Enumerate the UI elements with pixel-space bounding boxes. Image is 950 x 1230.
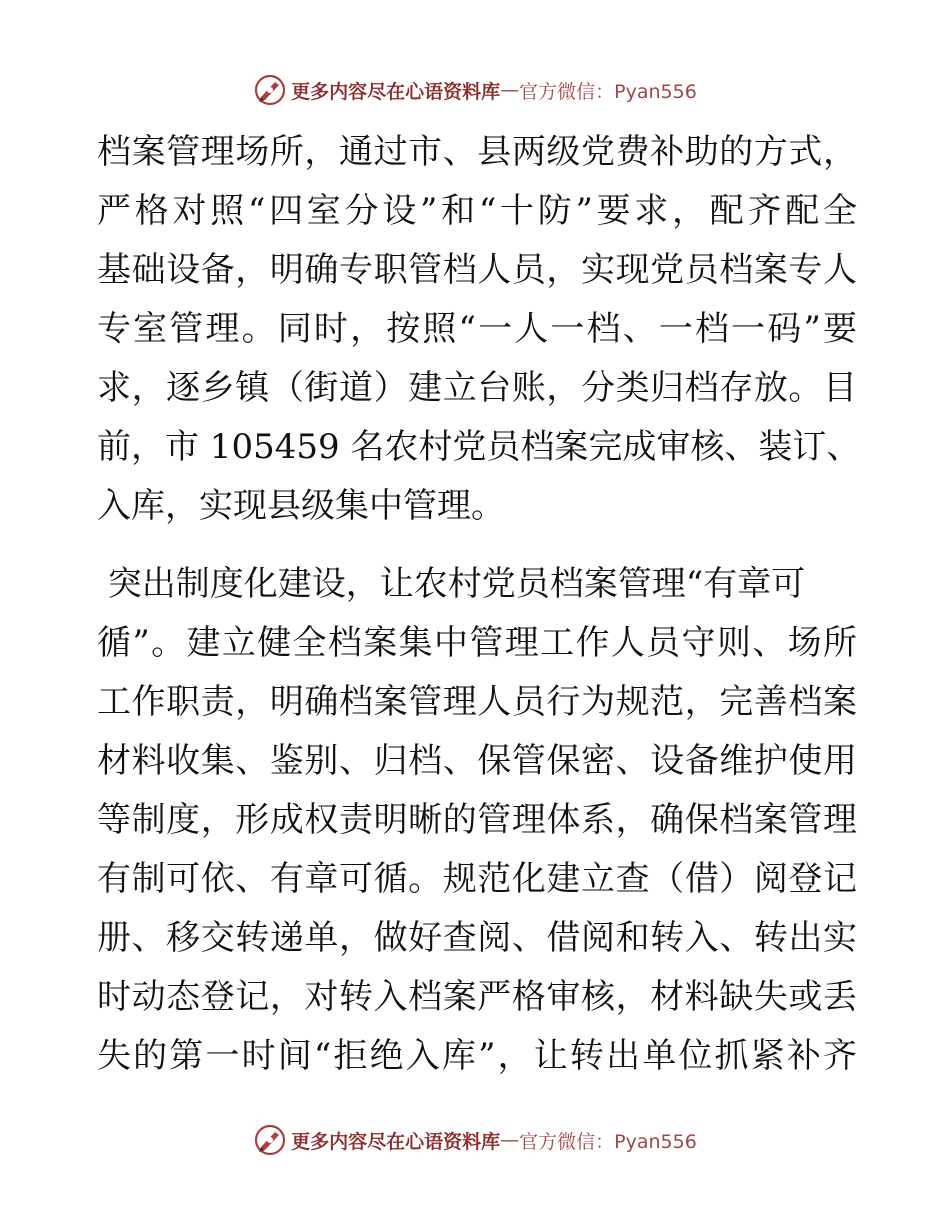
footer-site-text: 更多内容尽在心语资料库 [291,1130,501,1153]
text-line: 档案管理场所，通过市、县两级党费补助的方式， [97,132,857,172]
pen-logo-icon [253,73,287,107]
footer-wechat-text: 官方微信：Pyan556 [519,1130,697,1153]
text-line: 材料收集、鉴别、归档、保管保密、设备维护使用 [97,741,857,781]
text-line: 基础设备，明确专职管档人员，实现党员档案专人 [97,250,857,290]
header-banner [0,70,950,110]
text-line: 有制可依、有章可循。规范化建立查（借）阅登记 [97,859,857,899]
text-line: 专室管理。同时，按照“一人一档、一档一码”要 [97,309,857,349]
text-line: 严格对照“四室分设”和“十防”要求，配齐配全 [97,191,857,231]
paragraph-gap [97,536,857,555]
text-line: 时动态登记，对转入档案严格审核，材料缺失或丢 [97,977,857,1017]
footer-banner [0,1120,950,1160]
paragraph-1 [97,123,861,536]
text-line: 等制度，形成权责明晰的管理体系，确保档案管理 [97,800,857,840]
text-line: 工作职责，明确档案管理人员行为规范，完善档案 [97,682,857,722]
text-line: 循”。建立健全档案集中管理工作人员守则、场所 [97,623,857,663]
text-line: 失的第一时间“拒绝入库”，让转出单位抓紧补齐 [97,1036,857,1076]
pen-logo-icon [253,1123,287,1157]
text-line: 求，逐乡镇（街道）建立台账，分类归档存放。目 [97,368,857,408]
header-site-text: 更多内容尽在心语资料库 [291,80,501,103]
text-line: 入库，实现县级集中管理。 [97,486,505,526]
header-wechat-text: 官方微信：Pyan556 [519,80,697,103]
text-line: 突出制度化建设，让农村党员档案管理“有章可 [97,564,806,604]
footer-separator: — [500,1129,520,1151]
text-line: 册、移交转递单，做好查阅、借阅和转入、转出实 [97,918,857,958]
header-separator: — [500,79,520,101]
document-body [97,123,861,1086]
text-line: 前，市 105459 名农村党员档案完成审核、装订、 [97,427,861,467]
paragraph-2 [97,555,857,1086]
